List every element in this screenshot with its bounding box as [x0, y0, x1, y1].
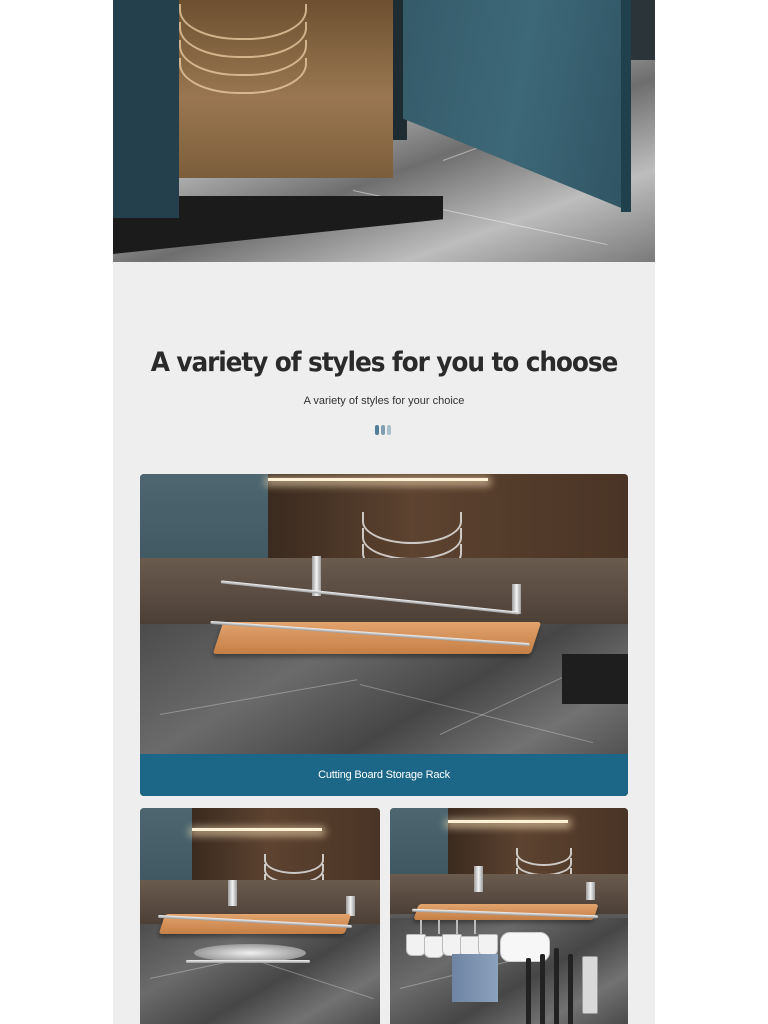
- product-caption: Cutting Board Storage Rack: [140, 754, 628, 796]
- rack-post: [512, 584, 521, 614]
- cabinet-blue-panel: [140, 808, 192, 890]
- hero-cabinet-image: [113, 0, 655, 262]
- hook: [474, 920, 476, 934]
- led-strip: [448, 820, 568, 823]
- hook: [438, 920, 440, 934]
- product-image: [140, 474, 628, 796]
- grater: [582, 956, 598, 1014]
- product-image: [390, 808, 628, 1024]
- hook: [420, 920, 422, 934]
- product-card-rack-with-hooks[interactable]: [390, 808, 628, 1024]
- utensil: [526, 958, 531, 1024]
- cabinet-left-panel: [113, 0, 179, 218]
- indicator-dot: [375, 425, 379, 435]
- utensil: [568, 954, 573, 1024]
- rack-post: [586, 882, 595, 900]
- door-side: [621, 0, 631, 212]
- rack-post: [228, 880, 237, 906]
- cabinet-shelf: [140, 558, 628, 624]
- mug: [442, 934, 462, 956]
- led-strip: [192, 828, 322, 831]
- utensil: [540, 954, 545, 1024]
- bowl: [179, 58, 307, 94]
- indicator-dot: [381, 425, 385, 435]
- led-strip: [268, 478, 488, 481]
- towel: [452, 954, 498, 1002]
- cabinet-door: [403, 0, 631, 212]
- mug: [478, 934, 498, 956]
- utensil: [554, 948, 559, 1024]
- mug: [406, 934, 426, 956]
- cabinet-right-panel: [631, 0, 655, 60]
- glass-bowls: [179, 0, 303, 100]
- product-card-rack-with-lid-holder[interactable]: [140, 808, 380, 1024]
- rack-post: [474, 866, 483, 892]
- section-indicator: [375, 425, 395, 435]
- mug: [424, 936, 444, 958]
- indicator-dot: [387, 425, 391, 435]
- hook: [456, 920, 458, 934]
- lid-holder-rod: [186, 960, 310, 963]
- section-subtitle: A variety of styles for your choice: [303, 395, 465, 407]
- rack-post: [346, 896, 355, 916]
- section-title: A variety of styles for you to choose: [150, 347, 618, 378]
- appliance-edge: [562, 654, 628, 704]
- product-image: [140, 808, 380, 1024]
- product-page: [113, 0, 655, 1024]
- cabinet-blue-panel: [390, 808, 448, 878]
- product-card-cutting-board-rack[interactable]: [140, 474, 628, 796]
